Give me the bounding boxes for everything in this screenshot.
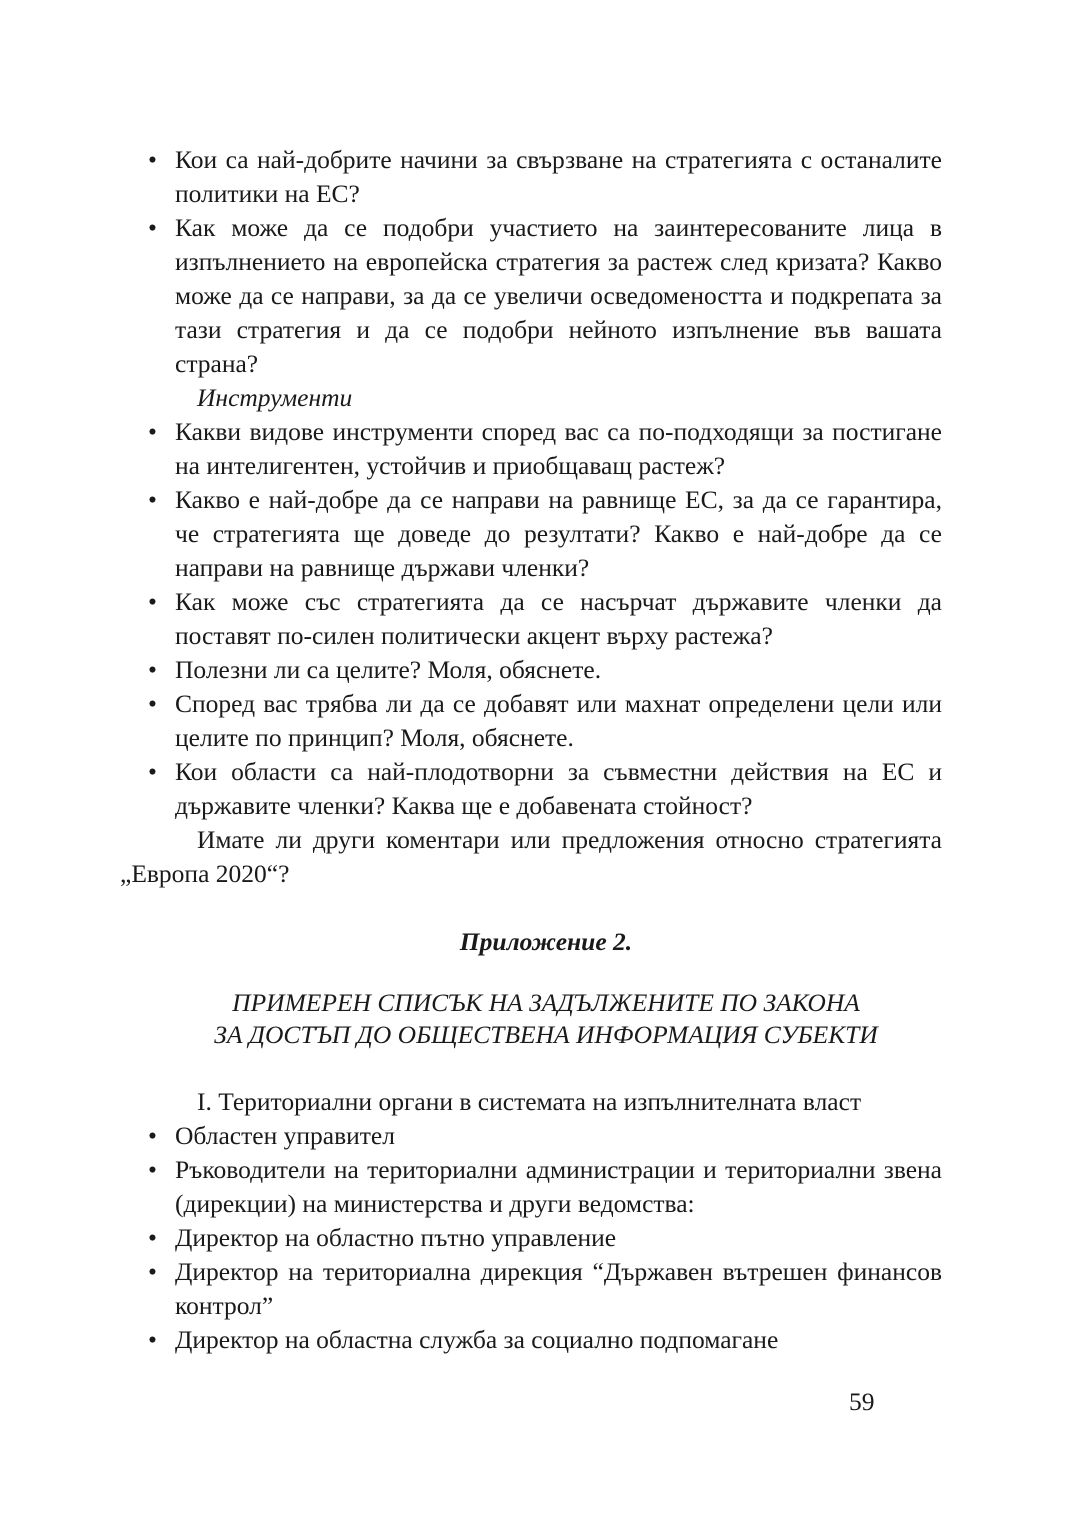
list-item: • Директор на областна служба за социално подпомагане	[120, 1323, 942, 1357]
list-item: • Какви видове инструменти според вас са по-подходящи за постигане на интелигентен, устойчив и приобщаващ растеж?	[120, 415, 942, 483]
list-item: • Областен управител	[120, 1119, 942, 1153]
instruments-heading: Инструменти	[197, 383, 353, 412]
list-item: • Полезни ли са целите? Моля, обяснете.	[120, 653, 942, 687]
list-item: • Ръководители на териториални администрации и териториални звена (дирекции) на министерства и други ведомства:	[120, 1153, 942, 1221]
list-title-line-2: ЗА ДОСТЪП ДО ОБЩЕСТВЕНА ИНФОРМАЦИЯ СУБЕКТИ	[214, 1020, 878, 1049]
section-heading: I. Териториални органи в системата на изпълнителната власт	[197, 1087, 862, 1116]
list-item: • Според вас трябва ли да се добавят или махнат определени цели или целите по принцип? Моля, обяснете.	[120, 687, 942, 755]
list-item: • Как може със стратегията да се насърчат държавите членки да поставят по-силен политически акцент върху растежа?	[120, 585, 942, 653]
list-item: • Кои са най-добрите начини за свързване на стратегията с останалите политики на ЕС?	[120, 143, 942, 211]
list-item: • Какво е най-добре да се направи на равнище ЕС, за да се гарантира, че стратегията ще доведе до резултати? Какво е най-добре да се направи на равнище държави членки?	[120, 483, 942, 585]
list-title	[120, 987, 942, 1051]
list-item: • Директор на териториална дирекция “Държавен вътрешен финансов контрол”	[120, 1255, 942, 1323]
list-item: • Как може да се подобри участието на заинтересованите лица в изпълнението на европейска стратегия за растеж след кризата? Какво може да се направи, за да се увеличи осведомеността и подкрепата за тази стратегия и да се подобри нейното изпълнение във вашата страна?	[120, 211, 942, 381]
appendix-title: Приложение 2.	[459, 927, 633, 956]
page-number: 59	[849, 1387, 875, 1416]
list-item: • Кои области са най-плодотворни за съвместни действия на ЕС и държавите членки? Каква ще е добавената стойност?	[120, 755, 942, 823]
page-body	[120, 143, 942, 1357]
list-title-line-1: ПРИМЕРЕН СПИСЪК НА ЗАДЪЛЖЕНИТЕ ПО ЗАКОНА	[232, 988, 860, 1017]
list-item: • Директор на областно пътно управление	[120, 1221, 942, 1255]
closing-question: Имате ли други коментари или предложения относно стратегията „Европа 2020“?	[120, 825, 942, 888]
